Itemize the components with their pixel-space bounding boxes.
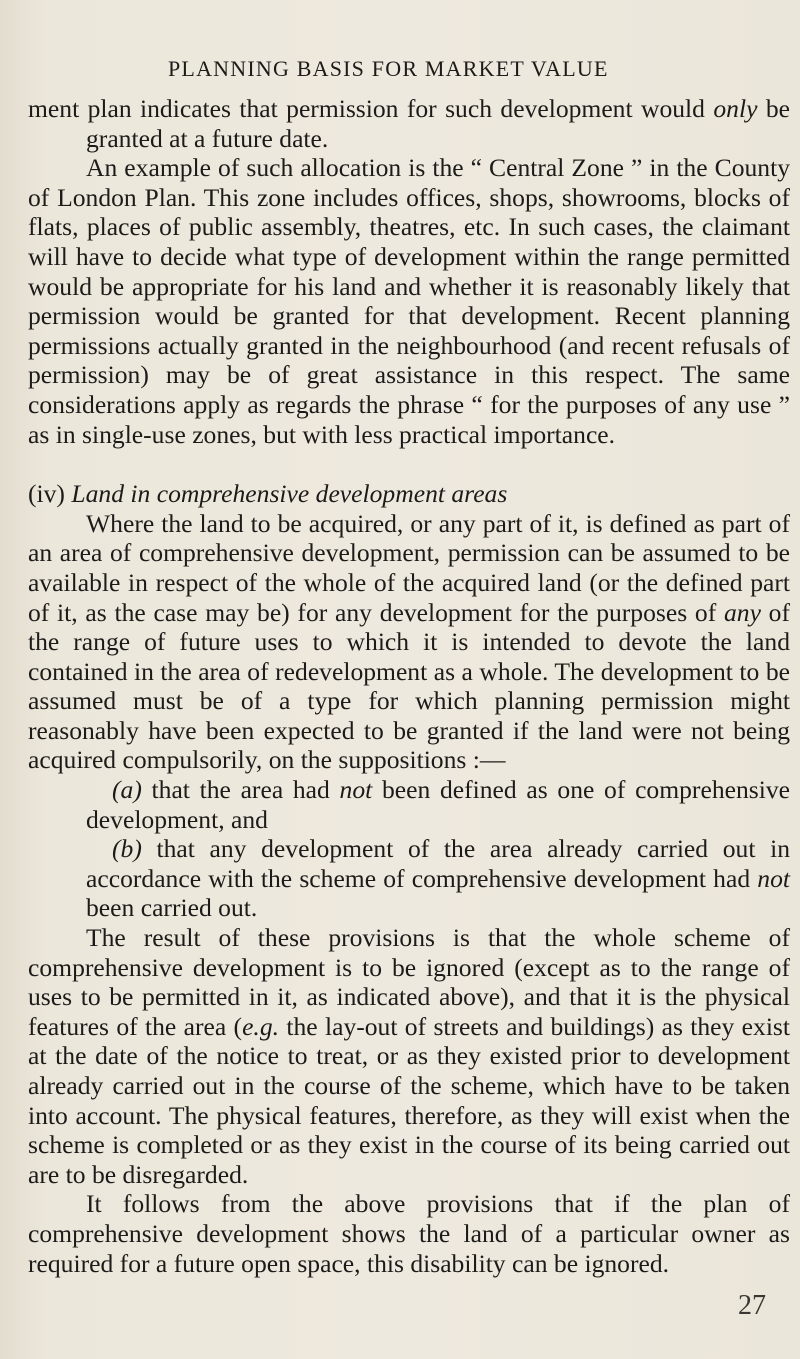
page-body: [28, 94, 790, 1278]
emphasis-only: only: [713, 94, 758, 123]
paragraph-result: The result of these provisions is that the whole scheme of comprehensive development is to be ignored (except as to the range of uses to be permitted in it, as indicated above), and that it is the physical features of the area (e.g. the lay-out of streets and buildings) as they exist at the date of the notice to treat, or as they existed prior to development already carried out in the course of the scheme, which have to be taken into account. The physical features, therefore, as they will exist when the scheme is completed or as they exist in the course of its being carried out are to be disregarded.: [28, 923, 790, 1189]
emphasis-not-a: not: [339, 775, 373, 805]
list-item-a: (a) that the area had not been defined as one of comprehensive development, and: [86, 775, 790, 834]
list-label-b: (b): [112, 834, 142, 864]
paragraph-continuation: ment plan indicates that permission for such development would only be granted at a future date.: [28, 94, 790, 153]
emphasis-not-b: not: [757, 863, 790, 893]
section-number: (iv): [28, 479, 65, 509]
section-heading: [28, 479, 790, 509]
list-item-b: (b) that any development of the area already carried out in accordance with the scheme of comprehensive development had not been carried out.: [86, 834, 790, 923]
emphasis-eg: e.g.: [242, 1011, 280, 1041]
paragraph-central-zone: An example of such allocation is the “ Central Zone ” in the County of London Plan. This zone includes offices, shops, showrooms, blocks of flats, places of public assembly, theatres, etc. In such cases, the claimant will have to decide what type of development within the range permitted would be appropriate for his land and whether it is reasonably likely that permission would be granted for that development. Recent planning permissions actually granted in the neighbourhood (and recent refusals of permission) may be of great assistance in this respect. The same considerations apply as regards the phrase “ for the purposes of any use ” as in single-use zones, but with less practical importance.: [28, 153, 790, 449]
section-title: Land in comprehensive development areas: [71, 479, 508, 509]
list-label-a: (a): [112, 775, 142, 805]
paragraph-comprehensive-development: Where the land to be acquired, or any part of it, is defined as part of an area of comprehensive development, permission can be assumed to be available in respect of the whole of the acquired land (or the defined part of it, as the case may be) for any development for the purposes of any of the range of future uses to which it is intended to devote the land contained in the area of redevelopment as a whole. The development to be assumed must be of a type for which planning permission might reasonably have been expected to be granted if the land were not being acquired compulsorily, on the suppositions :—: [28, 508, 790, 775]
running-head: PLANNING BASIS FOR MARKET VALUE: [168, 56, 609, 81]
paragraph-open-space: It follows from the above provisions that if the plan of comprehensive development shows the land of a particular owner as required for a future open space, this disability can be ignored.: [28, 1189, 790, 1278]
page-number: 27: [738, 1290, 766, 1321]
emphasis-any: any: [723, 597, 761, 627]
